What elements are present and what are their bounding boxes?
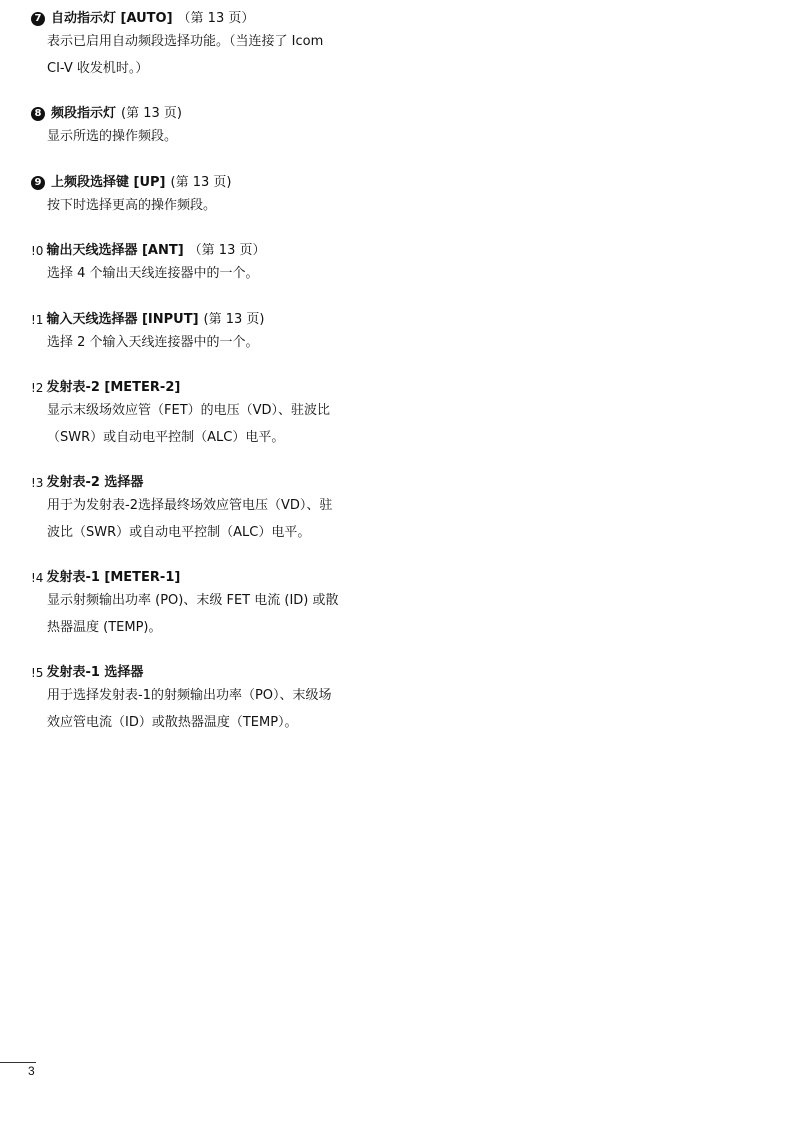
item-title: 发射表-2 选择器 (46, 475, 144, 490)
item-title: 发射表-1 选择器 (46, 665, 144, 680)
item-title-row (31, 474, 371, 492)
description-line: 显示所选的操作频段。 (47, 129, 178, 144)
description-line: 用于选择发射表-1的射频输出功率（PO）、末级场 (47, 688, 332, 703)
item-number-marker: !4 (31, 571, 44, 585)
item-number-marker: !1 (31, 313, 44, 327)
item-description (47, 587, 347, 641)
item-description (47, 28, 347, 82)
item-meter-1-selector (31, 664, 371, 736)
description-line: 选择 2 个输入天线连接器中的一个。 (47, 335, 259, 350)
description-line: 热器温度 (TEMP)。 (47, 620, 162, 635)
page-reference: （第 13 页） (188, 243, 266, 258)
item-meter-2 (31, 379, 371, 451)
page-number: 3 (28, 1064, 35, 1078)
item-number-badge: 9 (31, 176, 45, 190)
item-title-row (31, 10, 371, 28)
item-description (47, 123, 347, 150)
item-description (47, 682, 347, 736)
item-description (47, 492, 347, 546)
page-reference: （第 13 页） (177, 11, 255, 26)
description-line: （SWR）或自动电平控制（ALC）电平。 (47, 430, 285, 445)
page-reference: (第 13 页) (121, 106, 182, 121)
item-output-antenna-selector (31, 242, 371, 287)
item-title-row (31, 174, 371, 192)
description-line: 波比（SWR）或自动电平控制（ALC）电平。 (47, 525, 311, 540)
description-line: 显示射频输出功率 (PO)、末级 FET 电流 (ID) 或散 (47, 593, 339, 608)
description-line: 用于为发射表-2选择最终场效应管电压（VD）、驻 (47, 498, 333, 513)
item-title: 输出天线选择器 [ANT] (46, 243, 184, 258)
item-meter-2-selector (31, 474, 371, 546)
description-line: 选择 4 个输出天线连接器中的一个。 (47, 266, 259, 281)
item-title: 频段指示灯 (51, 106, 117, 121)
item-number-marker: !3 (31, 476, 44, 490)
description-line: 显示末级场效应管（FET）的电压（VD）、驻波比 (47, 403, 331, 418)
item-title-row (31, 569, 371, 587)
item-description (47, 329, 347, 356)
item-title-row (31, 242, 371, 260)
item-input-antenna-selector (31, 311, 371, 356)
item-band-indicator (31, 105, 371, 150)
item-number-badge: 7 (31, 12, 45, 26)
page-reference: (第 13 页) (203, 312, 265, 327)
item-title: 输入天线选择器 [INPUT] (46, 312, 199, 327)
item-up-band-key (31, 174, 371, 219)
item-number-marker: !2 (31, 381, 44, 395)
description-line: 表示已启用自动频段选择功能。（当连接了 Icom (47, 34, 324, 49)
item-description (47, 192, 347, 219)
page-reference: (第 13 页) (170, 175, 232, 190)
description-line: 按下时选择更高的操作频段。 (47, 198, 217, 213)
item-meter-1 (31, 569, 371, 641)
item-title-row (31, 379, 371, 397)
item-number-badge: 8 (31, 107, 45, 121)
footer-rule (0, 1062, 36, 1063)
item-description (47, 397, 347, 451)
description-line: 效应管电流（ID）或散热器温度（TEMP）。 (47, 715, 298, 730)
item-number-marker: !5 (31, 666, 44, 680)
item-title-row (31, 311, 371, 329)
item-auto-indicator (31, 10, 371, 82)
item-number-marker: !0 (31, 244, 44, 258)
item-title: 自动指示灯 [AUTO] (51, 11, 173, 26)
item-title: 发射表-1 [METER-1] (46, 570, 181, 585)
item-description (47, 260, 347, 287)
item-title-row (31, 105, 371, 123)
description-line: CI-V 收发机时。） (47, 61, 149, 76)
item-title-row (31, 664, 371, 682)
item-title: 上频段选择键 [UP] (51, 175, 166, 190)
item-title: 发射表-2 [METER-2] (46, 380, 181, 395)
